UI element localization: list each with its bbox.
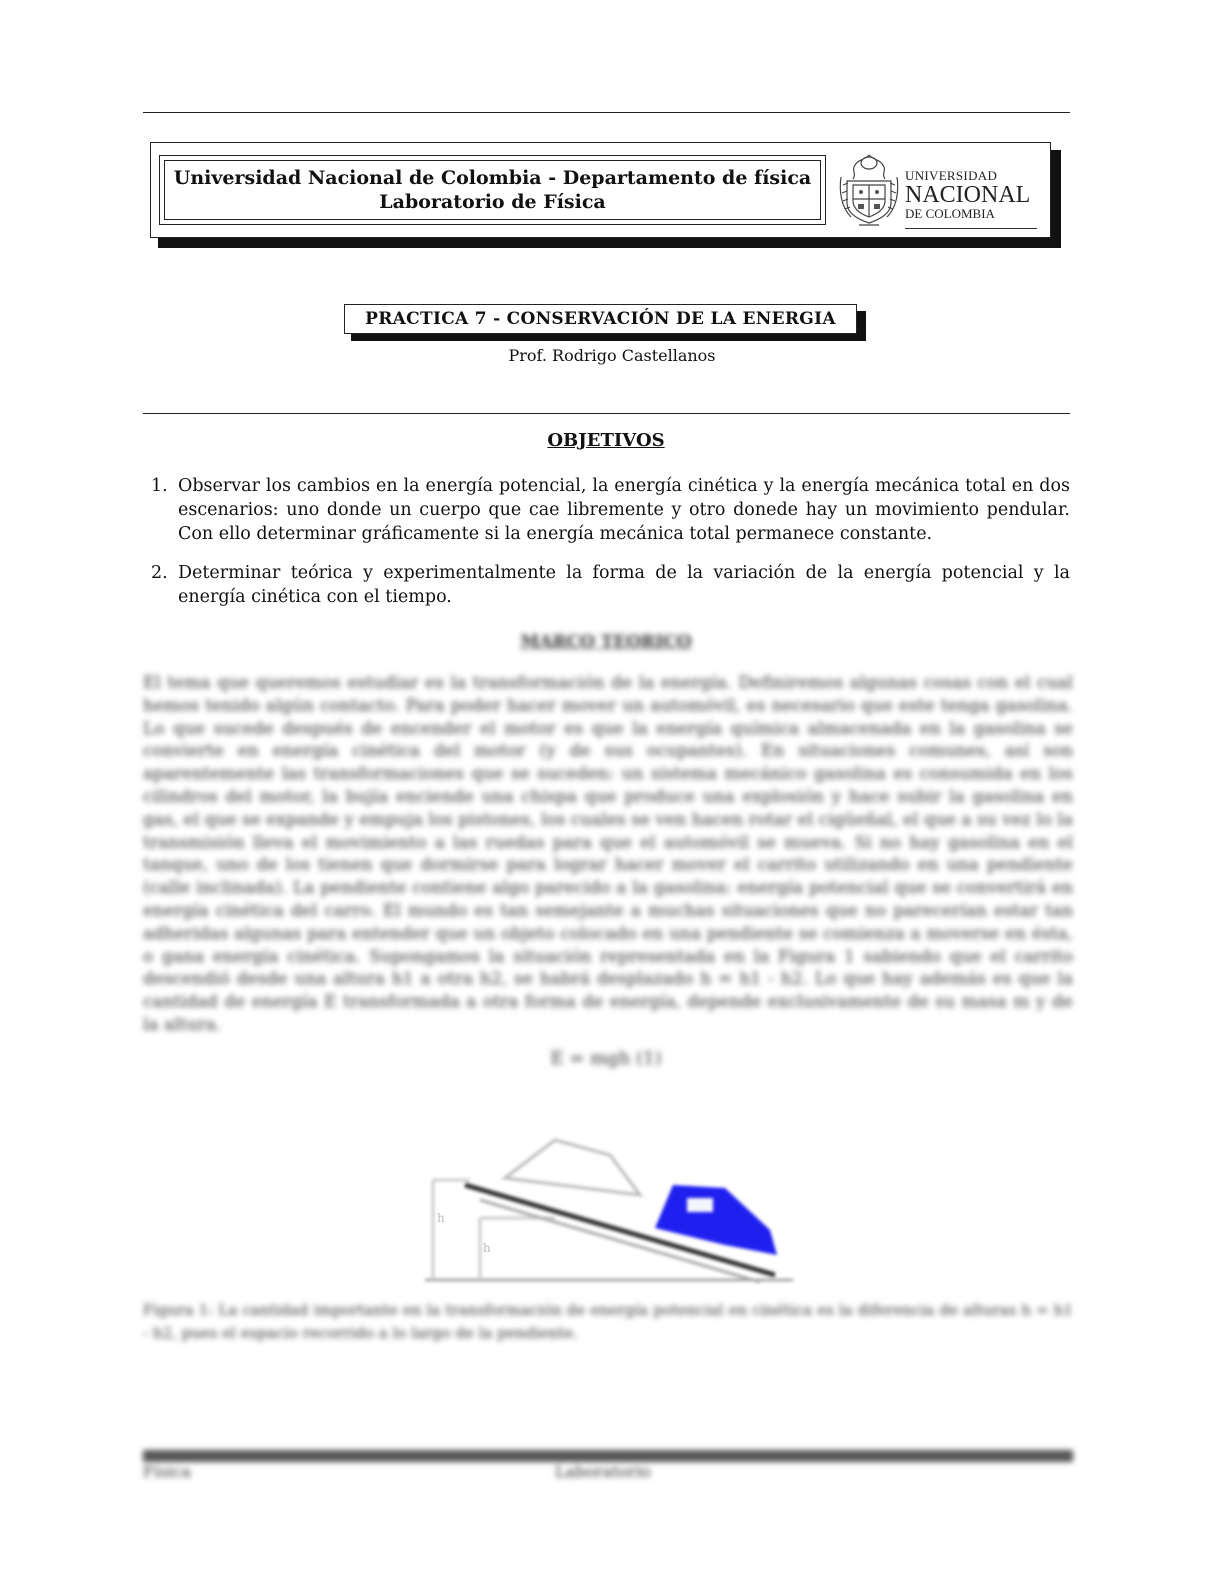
objectives-title: OBJETIVOS: [547, 430, 665, 451]
incline-diagram: [425, 1130, 805, 1290]
theory-title: MARCO TEORICO: [520, 632, 692, 652]
footer-left: Física: [143, 1462, 192, 1481]
header-title-frame: [159, 155, 826, 225]
university-shield-icon: [837, 151, 901, 229]
top-rule: [143, 112, 1070, 113]
height-label-h1: h: [437, 1211, 445, 1225]
objective-item: [143, 561, 1070, 607]
practice-title: PRACTICA 7 - CONSERVACIÓN DE LA ENERGIA: [365, 309, 836, 329]
theory-paragraph: El tema que queremos estudiar es la transformación de la energía. Definiremos algunas cosas con el cual hemos tenido algún contacto. Para poder hacer mover un automóvil, es necesario que este tenga gasolina. Lo que sucede después de encender el motor es que la energía química almacenada en la gasolina se convierte en energía cinética del motor (y de sus ocupantes). En situaciones comunes, así son aparentemente las transformaciones que se suceden: un sistema mecánico gasolina es consumida en los cilindros del motor, la bujía enciende una chispa que produce una explosión y hace subir la gasolina en gas, el que se expande y empuja los pistones, los cuales se ven hacen rotar el cigüeñal, el que a su vez lo la transmisión lleva el movimiento a las ruedas para que el automóvil se mueva. Si no hay gasolina en el tanque, uno de los tienen que dormirse para lograr hacer mover el carrito utilizando en una pendiente (calle inclinada). La pendiente contiene algo parecido a la gasolina: energía potencial que se convertirá en energía cinética del carro. El mundo es tan semejante a muchas situaciones que no parecerían estar tan adheridas algunas para entender que un objeto colocado en una pendiente se comienza a moverse en ésta, o gana energía cinética. Supongamos la situación representada en la Figura 1 sabiendo que el carrito descendió desde una altura h1 a otra h2, se habrá desplazado h = h1 - h2. Lo que hay además es que la cantidad de energía E transformada a otra forma de energía, depende exclusivamente de su masa m y de la altura.: [143, 673, 1073, 1035]
energy-equation: E = mgh (1): [550, 1048, 662, 1069]
objective-number: 2.: [151, 563, 168, 583]
figure-caption: Figura 1: La cantidad importante en la transformación de energía potencial en cinética es la diferencia de alturas h = h1 - h2, pues el espacio recorrido a lo largo de la pendiente.: [143, 1301, 1073, 1342]
objective-text: Observar los cambios en la energía potencial, la energía cinética y la energía mecánica total en dos escenarios: uno donde un cuerpo que cae libremente y otro donede hay un movimiento pendular. Con ello determinar gráficamente si la energía mecánica total permanece constante.: [178, 476, 1070, 544]
header-line-2: Laboratorio de Física: [379, 191, 606, 213]
logo-rule: [905, 228, 1037, 229]
objective-item: [143, 474, 1070, 546]
university-logo: [837, 149, 1042, 231]
practice-title-box: [344, 304, 857, 334]
logo-line-1: UNIVERSIDAD: [905, 168, 998, 183]
objective-number: 1.: [151, 476, 168, 496]
incline-figure: [425, 1130, 805, 1290]
logo-wordmark: [905, 169, 1037, 229]
height-label-h2: h: [483, 1241, 491, 1255]
logo-line-2: NACIONAL: [905, 182, 1031, 208]
header-box: [150, 142, 1051, 238]
footer-bar: [143, 1450, 1073, 1462]
header-line-1: Universidad Nacional de Colombia - Departamento de física: [173, 167, 812, 189]
section-rule: [143, 413, 1070, 414]
header-title: [164, 160, 821, 220]
objectives-list: [143, 474, 1070, 607]
logo-line-3: DE COLOMBIA: [905, 206, 995, 221]
objective-text: Determinar teórica y experimentalmente la forma de la variación de la energía potencial y la energía cinética con el tiempo.: [178, 563, 1070, 607]
footer-center: Laboratorio: [555, 1462, 651, 1481]
professor-name: Prof. Rodrigo Castellanos: [508, 346, 716, 365]
